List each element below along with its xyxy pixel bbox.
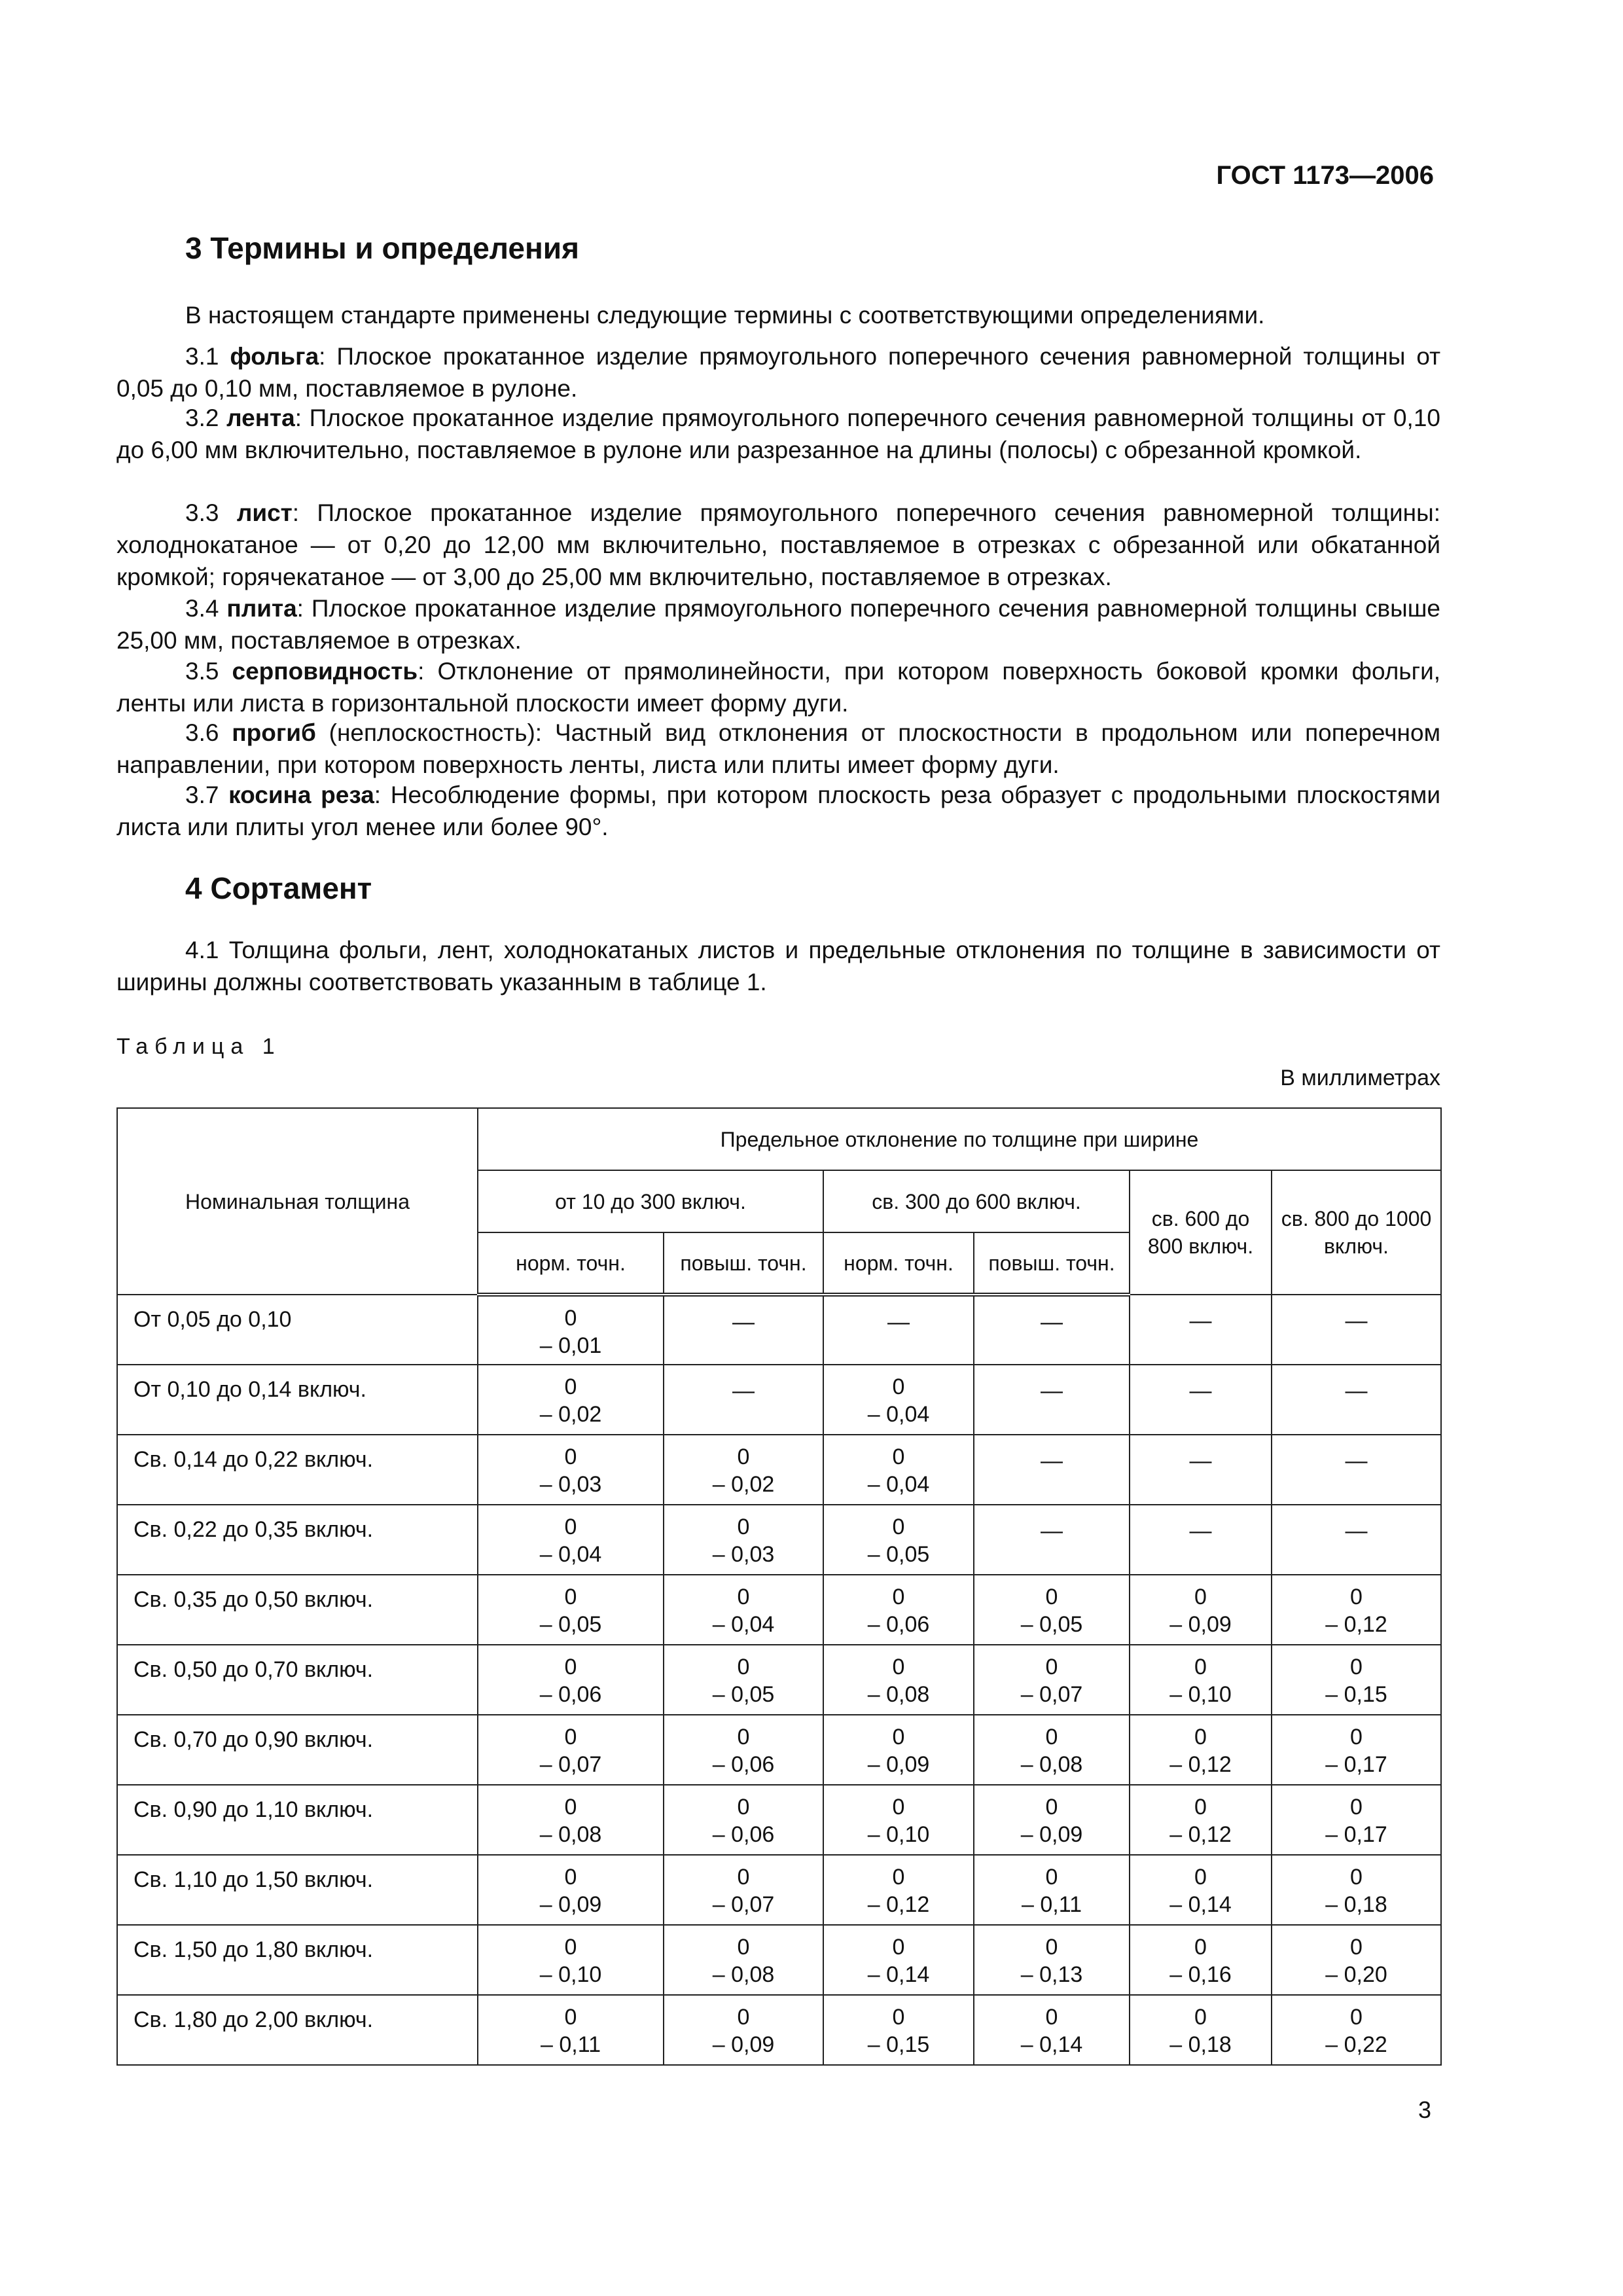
upper-deviation: 0 [564, 1725, 577, 1749]
deviation-cell [664, 1505, 823, 1575]
header-normal-precision: норм. точн. [478, 1232, 664, 1295]
nominal-thickness-cell: Св. 0,50 до 0,70 включ. [117, 1645, 478, 1715]
header-nominal: Номинальная толщина [117, 1108, 478, 1295]
deviation-cell [478, 1575, 664, 1645]
term-separator: : [319, 343, 326, 370]
upper-deviation: 0 [564, 1795, 577, 1820]
deviation-cell [823, 1505, 974, 1575]
lower-deviation: – 0,11 [1021, 1892, 1082, 1917]
deviation-cell [974, 1715, 1130, 1785]
lower-deviation: – 0,12 [867, 1892, 930, 1917]
lower-deviation: – 0,06 [539, 1682, 602, 1707]
lower-deviation: – 0,11 [540, 2032, 601, 2057]
upper-deviation: 0 [737, 1725, 750, 1749]
term-text: Плоское прокатанное изделие прямоугольного поперечного сечения равномерной толщины: холоднокатаное — от 0,20 до 12,00 мм включительно, поставляемое в отрезках с обрезанной или обкатанной кромкой; горячекатаное — от 3,00 до 25,00 мм включительно, поставляемое в отрезках. [116, 499, 1440, 590]
deviation-cell [823, 1995, 974, 2065]
term-text: Плоское прокатанное изделие прямоугольного поперечного сечения равномерной толщины свыше 25,00 мм, поставляемое в отрезках. [116, 595, 1441, 654]
table-body [117, 1295, 1441, 2065]
upper-deviation: 0 [1045, 1865, 1058, 1890]
term-name: прогиб [232, 719, 316, 746]
upper-deviation: 0 [1350, 1935, 1363, 1960]
header-normal-precision: норм. точн. [823, 1232, 974, 1295]
lower-deviation: – 0,17 [1325, 1822, 1387, 1847]
upper-deviation: 0 [1350, 1655, 1363, 1679]
tolerance-table [116, 1107, 1442, 2066]
upper-deviation: 0 [564, 1374, 577, 1399]
deviation-cell [478, 1925, 664, 1995]
table-row [117, 1575, 1441, 1645]
deviation-cell [823, 1785, 974, 1855]
deviation-cell [664, 1925, 823, 1995]
deviation-cell [478, 1785, 664, 1855]
deviation-cell [664, 1715, 823, 1785]
upper-deviation: 0 [737, 1585, 750, 1609]
upper-deviation: 0 [1350, 1585, 1363, 1609]
term-name: плита [226, 595, 297, 622]
deviation-cell [1130, 1505, 1272, 1575]
lower-deviation: – 0,06 [712, 1822, 775, 1847]
deviation-cell [1272, 1645, 1441, 1715]
lower-deviation: – 0,16 [1169, 1962, 1232, 1987]
term-name: лист [236, 499, 293, 526]
lower-deviation: – 0,14 [1020, 2032, 1083, 2057]
term-name: лента [226, 404, 295, 431]
lower-deviation: – 0,09 [1020, 1822, 1083, 1847]
upper-deviation: 0 [737, 1865, 750, 1890]
lower-deviation: – 0,05 [1020, 1612, 1083, 1637]
upper-deviation: 0 [1045, 1585, 1058, 1609]
lower-deviation: – 0,10 [867, 1822, 930, 1847]
term-separator: (неплоскостность): [315, 719, 543, 746]
deviation-cell [664, 1295, 823, 1365]
term-definition [116, 779, 1440, 843]
section-4-heading: 4 Сортамент [185, 871, 372, 905]
term-name: серповидность [232, 658, 418, 685]
table-row [117, 1645, 1441, 1715]
not-applicable-dash: — [1345, 1518, 1368, 1543]
deviation-cell [1130, 1785, 1272, 1855]
not-applicable-dash: — [1345, 1378, 1368, 1403]
deviation-cell [1130, 1365, 1272, 1435]
term-definition [116, 592, 1440, 656]
upper-deviation: 0 [1045, 1795, 1058, 1820]
lower-deviation: – 0,04 [867, 1402, 930, 1427]
deviation-cell [974, 1575, 1130, 1645]
deviation-cell [823, 1365, 974, 1435]
deviation-cell [478, 1855, 664, 1925]
upper-deviation: 0 [1045, 1725, 1058, 1749]
not-applicable-dash: — [1345, 1308, 1368, 1333]
upper-deviation: 0 [892, 1865, 905, 1890]
deviation-cell [1272, 1505, 1441, 1575]
nominal-thickness-cell: Св. 1,80 до 2,00 включ. [117, 1995, 478, 2065]
upper-deviation: 0 [737, 1655, 750, 1679]
lower-deviation: – 0,07 [539, 1752, 602, 1777]
deviation-cell [974, 1855, 1130, 1925]
deviation-cell [1272, 1995, 1441, 2065]
deviation-cell [974, 1785, 1130, 1855]
upper-deviation: 0 [1194, 1585, 1207, 1609]
lower-deviation: – 0,05 [712, 1682, 775, 1707]
header-high-precision: повыш. точн. [974, 1232, 1130, 1295]
deviation-cell [1272, 1365, 1441, 1435]
lower-deviation: – 0,18 [1325, 1892, 1387, 1917]
term-separator: : [294, 404, 302, 431]
upper-deviation: 0 [564, 1444, 577, 1469]
upper-deviation: 0 [564, 1935, 577, 1960]
deviation-cell [478, 1505, 664, 1575]
table-row [117, 1365, 1441, 1435]
lower-deviation: – 0,09 [867, 1752, 930, 1777]
upper-deviation: 0 [892, 2005, 905, 2030]
term-number: 3.7 [185, 781, 219, 808]
lower-deviation: – 0,13 [1020, 1962, 1083, 1987]
lower-deviation: – 0,09 [712, 2032, 775, 2057]
deviation-cell [974, 1295, 1130, 1365]
upper-deviation: 0 [1350, 2005, 1363, 2030]
upper-deviation: 0 [1350, 1795, 1363, 1820]
upper-deviation: 0 [737, 1515, 750, 1539]
deviation-cell [974, 1365, 1130, 1435]
section-3-heading: 3 Термины и определения [185, 231, 579, 265]
term-name: фольга [230, 343, 319, 370]
term-definition [116, 655, 1440, 719]
not-applicable-dash: — [1041, 1448, 1063, 1473]
term-text: Частный вид отклонения от плоскостности в продольном или поперечном направлении, при котором поверхность ленты, листа или плиты имеет форму дуги. [116, 719, 1441, 778]
header-width-600-800: св. 600 до 800 включ. [1130, 1170, 1272, 1295]
lower-deviation: – 0,09 [539, 1892, 602, 1917]
lower-deviation: – 0,07 [712, 1892, 775, 1917]
deviation-cell [823, 1295, 974, 1365]
term-number: 3.3 [185, 499, 219, 526]
upper-deviation: 0 [564, 1515, 577, 1539]
nominal-thickness-cell: Св. 1,50 до 1,80 включ. [117, 1925, 478, 1995]
nominal-thickness-cell: Св. 0,14 до 0,22 включ. [117, 1435, 478, 1505]
term-number: 3.6 [185, 719, 219, 746]
upper-deviation: 0 [564, 1865, 577, 1890]
not-applicable-dash: — [732, 1378, 755, 1403]
deviation-cell [823, 1715, 974, 1785]
term-number: 3.4 [185, 595, 219, 622]
term-number: 3.1 [185, 343, 219, 370]
lower-deviation: – 0,12 [1169, 1822, 1232, 1847]
lower-deviation: – 0,07 [1020, 1682, 1083, 1707]
deviation-cell [478, 1435, 664, 1505]
lower-deviation: – 0,18 [1169, 2032, 1232, 2057]
deviation-cell [1272, 1785, 1441, 1855]
nominal-thickness-cell: Св. 0,90 до 1,10 включ. [117, 1785, 478, 1855]
deviation-cell [1130, 1435, 1272, 1505]
not-applicable-dash: — [732, 1310, 755, 1335]
upper-deviation: 0 [1194, 1725, 1207, 1749]
term-text: Плоское прокатанное изделие прямоугольного поперечного сечения равномерной толщины от 0,05 до 0,10 мм, поставляемое в рулоне. [116, 343, 1441, 402]
upper-deviation: 0 [892, 1585, 905, 1609]
document-code: ГОСТ 1173—2006 [1216, 161, 1434, 190]
upper-deviation: 0 [892, 1725, 905, 1749]
upper-deviation: 0 [892, 1655, 905, 1679]
lower-deviation: – 0,04 [867, 1472, 930, 1497]
deviation-cell [974, 1925, 1130, 1995]
lower-deviation: – 0,04 [539, 1542, 602, 1567]
term-text: Отклонение от прямолинейности, при котором поверхность боковой кромки фольги, ленты или листа в горизонтальной плоскости имеет форму дуги. [116, 658, 1441, 717]
term-definition [116, 497, 1440, 593]
deviation-cell [1272, 1925, 1441, 1995]
upper-deviation: 0 [564, 1655, 577, 1679]
deviation-cell [1272, 1295, 1441, 1365]
upper-deviation: 0 [564, 2005, 577, 2030]
lower-deviation: – 0,17 [1325, 1752, 1387, 1777]
deviation-cell [974, 1645, 1130, 1715]
deviation-cell [478, 1295, 664, 1365]
term-name: косина реза [228, 781, 374, 808]
table-row [117, 1785, 1441, 1855]
nominal-thickness-cell: Св. 0,35 до 0,50 включ. [117, 1575, 478, 1645]
term-separator: : [292, 499, 300, 526]
deviation-cell [974, 1995, 1130, 2065]
not-applicable-dash: — [1041, 1310, 1063, 1335]
page-number: 3 [1418, 2096, 1431, 2123]
deviation-cell [664, 1575, 823, 1645]
deviation-cell [823, 1925, 974, 1995]
upper-deviation: 0 [1194, 1935, 1207, 1960]
table-row [117, 1505, 1441, 1575]
term-text: Несоблюдение формы, при котором плоскость реза образует с продольными плоскостями листа или плиты угол менее или более 90°. [116, 781, 1440, 840]
term-number: 3.5 [185, 658, 219, 685]
lower-deviation: – 0,15 [1325, 1682, 1387, 1707]
upper-deviation: 0 [737, 2005, 750, 2030]
lower-deviation: – 0,01 [539, 1333, 602, 1358]
not-applicable-dash: — [1345, 1448, 1368, 1473]
upper-deviation: 0 [892, 1935, 905, 1960]
header-width-800-1000: св. 800 до 1000 включ. [1272, 1170, 1441, 1295]
deviation-cell [1130, 1855, 1272, 1925]
not-applicable-dash: — [1189, 1518, 1212, 1543]
lower-deviation: – 0,20 [1325, 1962, 1387, 1987]
lower-deviation: – 0,10 [1169, 1682, 1232, 1707]
deviation-cell [823, 1575, 974, 1645]
upper-deviation: 0 [892, 1374, 905, 1399]
lower-deviation: – 0,14 [1169, 1892, 1232, 1917]
deviation-cell [664, 1435, 823, 1505]
term-definition [116, 717, 1440, 781]
deviation-cell [478, 1645, 664, 1715]
lower-deviation: – 0,10 [539, 1962, 602, 1987]
not-applicable-dash: — [1189, 1378, 1212, 1403]
upper-deviation: 0 [892, 1515, 905, 1539]
lower-deviation: – 0,05 [539, 1612, 602, 1637]
lower-deviation: – 0,04 [712, 1612, 775, 1637]
upper-deviation: 0 [564, 1585, 577, 1609]
section-3-intro: В настоящем стандарте применены следующие термины с соответствующими определениями. [185, 302, 1265, 329]
lower-deviation: – 0,03 [539, 1472, 602, 1497]
deviation-cell [823, 1855, 974, 1925]
deviation-cell [664, 1645, 823, 1715]
deviation-cell [1130, 1295, 1272, 1365]
upper-deviation: 0 [737, 1795, 750, 1820]
deviation-cell [1130, 1995, 1272, 2065]
term-number: 3.2 [185, 404, 219, 431]
header-width-10-300: от 10 до 300 включ. [478, 1170, 823, 1232]
deviation-cell [664, 1785, 823, 1855]
table-caption: Таблица 1 [116, 1034, 281, 1059]
deviation-cell [974, 1435, 1130, 1505]
lower-deviation: – 0,02 [539, 1402, 602, 1427]
not-applicable-dash: — [1041, 1378, 1063, 1403]
upper-deviation: 0 [564, 1306, 577, 1331]
upper-deviation: 0 [1350, 1865, 1363, 1890]
upper-deviation: 0 [1194, 1655, 1207, 1679]
deviation-cell [823, 1645, 974, 1715]
deviation-cell [478, 1995, 664, 2065]
deviation-cell [974, 1505, 1130, 1575]
upper-deviation: 0 [892, 1444, 905, 1469]
lower-deviation: – 0,06 [712, 1752, 775, 1777]
nominal-thickness-cell: От 0,05 до 0,10 [117, 1295, 478, 1365]
lower-deviation: – 0,22 [1325, 2032, 1387, 2057]
not-applicable-dash: — [1189, 1448, 1212, 1473]
table-row [117, 1715, 1441, 1785]
table-row [117, 1295, 1441, 1365]
nominal-thickness-cell: От 0,10 до 0,14 включ. [117, 1365, 478, 1435]
lower-deviation: – 0,03 [712, 1542, 775, 1567]
deviation-cell [1272, 1575, 1441, 1645]
term-definition [116, 340, 1440, 404]
table-units: В миллиметрах [1280, 1066, 1440, 1090]
lower-deviation: – 0,02 [712, 1472, 775, 1497]
upper-deviation: 0 [1194, 1865, 1207, 1890]
not-applicable-dash: — [887, 1310, 910, 1335]
lower-deviation: – 0,08 [539, 1822, 602, 1847]
header-width-300-600: св. 300 до 600 включ. [823, 1170, 1130, 1232]
upper-deviation: 0 [1045, 2005, 1058, 2030]
header-high-precision: повыш. точн. [664, 1232, 823, 1295]
not-applicable-dash: — [1041, 1518, 1063, 1543]
deviation-cell [1130, 1925, 1272, 1995]
section-4-paragraph: 4.1 Толщина фольги, лент, холоднокатаных листов и предельные отклонения по толщине в зависимости от ширины должны соответствовать указанным в таблице 1. [116, 937, 1440, 996]
term-separator: : [374, 781, 382, 808]
upper-deviation: 0 [892, 1795, 905, 1820]
deviation-cell [1272, 1715, 1441, 1785]
upper-deviation: 0 [737, 1444, 750, 1469]
deviation-cell [1272, 1855, 1441, 1925]
table-row [117, 1995, 1441, 2065]
deviation-cell [1130, 1575, 1272, 1645]
lower-deviation: – 0,09 [1169, 1612, 1232, 1637]
lower-deviation: – 0,14 [867, 1962, 930, 1987]
upper-deviation: 0 [1045, 1655, 1058, 1679]
lower-deviation: – 0,12 [1169, 1752, 1232, 1777]
lower-deviation: – 0,08 [1020, 1752, 1083, 1777]
header-deviation: Предельное отклонение по толщине при ширине [478, 1108, 1441, 1170]
deviation-cell [664, 1855, 823, 1925]
table-row [117, 1855, 1441, 1925]
deviation-cell [1130, 1645, 1272, 1715]
not-applicable-dash: — [1189, 1308, 1212, 1333]
deviation-cell [1130, 1715, 1272, 1785]
term-separator: : [296, 595, 304, 622]
deviation-cell [478, 1715, 664, 1785]
upper-deviation: 0 [1350, 1725, 1363, 1749]
lower-deviation: – 0,12 [1325, 1612, 1387, 1637]
deviation-cell [664, 1995, 823, 2065]
deviation-cell [823, 1435, 974, 1505]
lower-deviation: – 0,08 [867, 1682, 930, 1707]
upper-deviation: 0 [1194, 2005, 1207, 2030]
table-row [117, 1435, 1441, 1505]
upper-deviation: 0 [737, 1935, 750, 1960]
table-row [117, 1925, 1441, 1995]
deviation-cell [664, 1365, 823, 1435]
lower-deviation: – 0,06 [867, 1612, 930, 1637]
term-separator: : [418, 658, 425, 685]
term-text: Плоское прокатанное изделие прямоугольного поперечного сечения равномерной толщины от 0,10 до 6,00 мм включительно, поставляемое в рулоне или разрезанное на длины (полосы) с обрезанной кромкой. [116, 404, 1440, 463]
term-definition [116, 402, 1440, 466]
nominal-thickness-cell: Св. 1,10 до 1,50 включ. [117, 1855, 478, 1925]
nominal-thickness-cell: Св. 0,70 до 0,90 включ. [117, 1715, 478, 1785]
deviation-cell [478, 1365, 664, 1435]
lower-deviation: – 0,05 [867, 1542, 930, 1567]
upper-deviation: 0 [1045, 1935, 1058, 1960]
upper-deviation: 0 [1194, 1795, 1207, 1820]
lower-deviation: – 0,15 [867, 2032, 930, 2057]
deviation-cell [1272, 1435, 1441, 1505]
lower-deviation: – 0,08 [712, 1962, 775, 1987]
nominal-thickness-cell: Св. 0,22 до 0,35 включ. [117, 1505, 478, 1575]
